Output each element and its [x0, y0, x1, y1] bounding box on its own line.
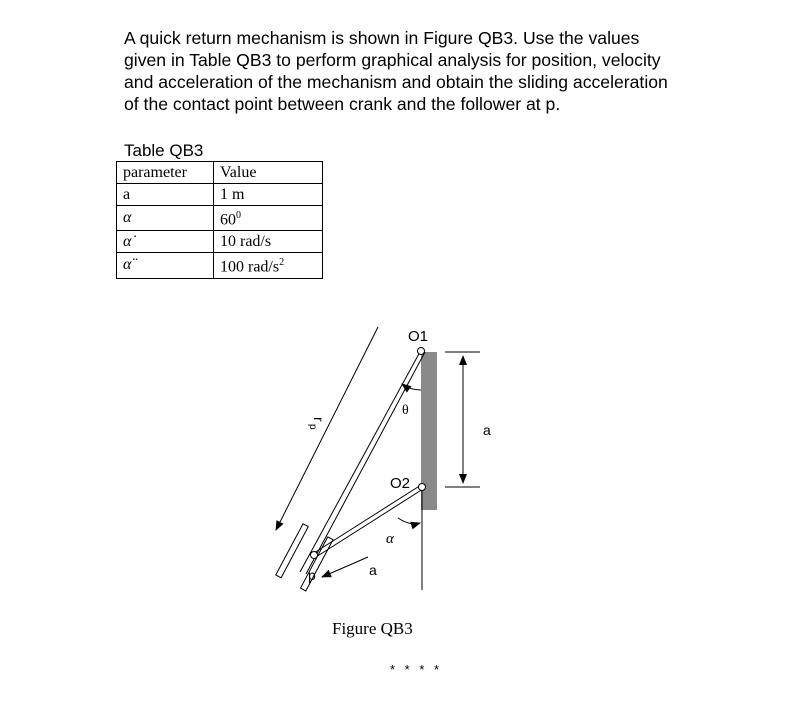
header-value: Value: [214, 162, 323, 184]
param-cell: α̈: [117, 253, 214, 278]
label-rp-sub: p: [307, 424, 318, 430]
question-line-1: A quick return mechanism is shown in Figure QB3. Use the values: [124, 28, 640, 48]
label-a-right: a: [483, 422, 491, 438]
question-line-3: and acceleration of the mechanism and obtain the sliding acceleration: [124, 72, 668, 92]
value-cell: 10 rad/s: [214, 231, 323, 253]
param-cell: α: [117, 206, 214, 231]
alpha-arc: [398, 518, 420, 524]
table-caption: Table QB3: [124, 141, 204, 160]
crank-dimension-line: [322, 557, 368, 577]
header-parameter: parameter: [117, 162, 214, 184]
follower-line-left: [300, 350, 421, 572]
label-p: p: [308, 567, 316, 583]
joint-o2: [419, 484, 426, 491]
label-theta: θ: [402, 403, 409, 418]
value-text: 100 rad/s: [220, 258, 280, 276]
slider-block: [276, 524, 333, 591]
label-rp: [307, 417, 327, 430]
figure-caption: Figure QB3: [332, 619, 413, 638]
joint-p: [311, 552, 318, 559]
param-cell: a: [117, 184, 214, 206]
value-text: 60: [220, 211, 236, 229]
label-o1: O1: [408, 328, 429, 345]
label-alpha: α: [386, 531, 394, 547]
param-cell: α̇: [117, 231, 214, 253]
joint-o1: [418, 348, 425, 355]
label-a-link: a: [369, 562, 377, 578]
crank-line-1: [314, 485, 421, 553]
label-rp-main: r: [311, 417, 327, 422]
question-line-2: given in Table QB3 to perform graphical analysis for position, velocity: [124, 50, 661, 70]
label-o2: O2: [390, 475, 411, 492]
end-marks: * * * *: [390, 662, 443, 677]
value-superscript: 0: [236, 210, 241, 221]
rp-dimension-line: [276, 327, 378, 530]
question-line-4: of the contact point between crank and the follower at p.: [124, 94, 561, 114]
follower-line-right: [306, 352, 425, 574]
value-cell: 1 m: [214, 184, 323, 206]
value-superscript: 2: [279, 257, 285, 269]
